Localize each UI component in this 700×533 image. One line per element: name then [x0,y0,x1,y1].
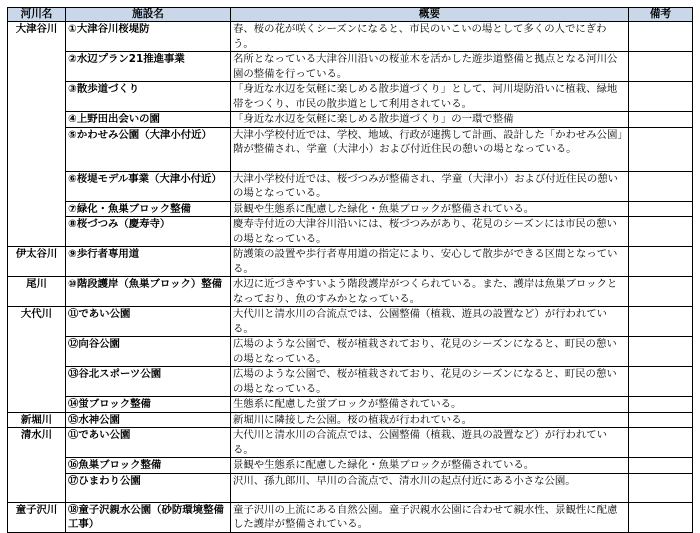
river-name-cell: 尾川 [8,277,66,307]
table-row [8,458,693,474]
notes-cell [629,337,693,367]
notes-cell [629,412,693,428]
table-body [8,22,693,533]
overview-cell: 春、桜の花が咲くシーズンになると、市民のいこいの場として多くの人でにぎわう。 [231,22,629,52]
facility-name-cell [66,428,231,458]
facility-number: ⑨ [68,248,77,260]
table-row [8,52,693,82]
facility-name-cell [66,397,231,413]
notes-cell [629,307,693,337]
facility-name: かわせみ公園（大津小付近） [76,128,212,141]
table-row [8,367,693,397]
facility-name: 階段護岸（魚巣ブロック）整備 [76,278,223,290]
overview-cell: 水辺に近づきやすいよう階段護岸がつくられている。また、護岸は魚巣ブロックとなっており、魚のすみかとなっている。 [231,277,629,307]
notes-cell [629,171,693,201]
table-row [8,337,693,367]
facility-number: ③ [68,83,77,95]
overview-cell: 防護策の設置や歩行者専用道の指定により、安心して散歩ができる区間となっている。 [231,247,629,277]
facility-name: ひまわり公園 [78,474,141,487]
header-notes: 備考 [629,8,693,22]
overview-cell: 名所となっている大津谷川沿いの桜並木を活かした遊歩道整備と拠点となる河川公園の整備を行っている。 [231,52,629,82]
facility-number: ⑱ [68,503,79,516]
overview-cell: 景観や生態系に配慮した緑化・魚巣ブロックが整備されている。 [231,458,629,474]
facility-number: ⑪ [68,429,79,441]
table-row [8,201,693,217]
river-name-cell: 清水川 [8,428,66,503]
facility-name-cell [66,127,231,171]
overview-cell: 「身近な水辺を気軽に楽しめる散歩道づくり」の一環で整備 [231,112,629,128]
facility-name-cell [66,217,231,247]
header-facility-name: 施設名 [66,8,231,22]
overview-cell: 広場のような公園で、桜が植栽されており、花見のシーズンになると、町民の憩いの場となっている。 [231,367,629,397]
notes-cell [629,52,693,82]
facility-number: ④ [68,113,77,125]
facility-number: ⑥ [68,172,77,185]
facility-name-cell [66,171,231,201]
facility-name-cell [66,52,231,82]
river-name-cell: 大代川 [8,307,66,413]
facility-name: 散歩道づくり [76,83,140,95]
facility-number: ⑬ [68,368,79,380]
table-row [8,127,693,171]
facility-name-cell [66,337,231,367]
notes-cell [629,217,693,247]
facility-name: であい公園 [78,429,131,441]
facility-name: 童子沢親水公園（砂防環境整備工事） [68,503,224,530]
facility-name-cell [66,367,231,397]
notes-cell [629,201,693,217]
table-row [8,307,693,337]
facility-number: ⑫ [68,338,79,350]
facility-name: 魚巣ブロック整備 [78,459,162,471]
facility-name-cell [66,201,231,217]
facility-name: 歩行者専用道 [76,248,140,260]
table-header-row [8,8,693,22]
overview-cell: 「身近な水辺を気軽に楽しめる散歩道づくり」として、河川堤防沿いに植栽、緑地帯をつくり、市民の散歩道として利用されている。 [231,82,629,112]
overview-cell: 広場のような公園で、桜が植栽されており、花見のシーズンになると、町民の憩いの場となっている。 [231,337,629,367]
notes-cell [629,502,693,532]
river-name-cell: 新堀川 [8,412,66,428]
table-row [8,277,693,307]
notes-cell [629,127,693,171]
river-name-cell: 童子沢川 [8,502,66,532]
overview-cell: 大津小学校付近では、桜づつみが整備され、学童（大津小）および付近住民の憩いの場となっている。 [231,171,629,201]
overview-cell: 景観や生態系に配慮した緑化・魚巣ブロックが整備されている。 [231,201,629,217]
facility-name-cell [66,82,231,112]
facility-number: ⑩ [68,278,77,290]
overview-cell: 童子沢川の上流にある自然公園。童子沢親水公園に合わせて親水性、景観性に配慮した護岸が整備されている。 [231,502,629,532]
table-row [8,112,693,128]
facility-number: ⑭ [68,398,79,410]
notes-cell [629,82,693,112]
facility-name-cell [66,247,231,277]
notes-cell [629,428,693,458]
facility-name-cell [66,112,231,128]
overview-cell: 大代川と清水川の合流点では、公園整備（植栽、遊具の設置など）が行われている。 [231,428,629,458]
facility-name-cell [66,502,231,532]
facility-name: 水辺プラン21推進事業 [76,53,185,65]
river-name-cell: 伊太谷川 [8,247,66,277]
overview-cell: 新堀川に隣接した公園。桜の植栽が行われている。 [231,412,629,428]
facility-name: 上野田出会いの園 [76,113,160,125]
facility-name-cell [66,277,231,307]
facility-name: 大津谷川桜堤防 [76,23,150,35]
table-row [8,22,693,52]
facility-number: ⑮ [68,413,79,426]
notes-cell [629,458,693,474]
facility-name-cell [66,412,231,428]
table-row [8,247,693,277]
facility-name: であい公園 [78,308,131,320]
overview-cell: 大津小学校付近では、学校、地域、行政が連携して計画、設計した「かわせみ公園」階が整備され、学童（大津小）および付近住民の憩いの場となっている。 [231,127,629,171]
facility-name-cell [66,22,231,52]
notes-cell [629,22,693,52]
notes-cell [629,112,693,128]
facility-number: ⑤ [68,128,77,141]
facility-name-cell [66,307,231,337]
header-overview: 概要 [231,8,629,22]
facility-name: 向谷公園 [78,338,120,350]
facility-number: ⑪ [68,308,79,320]
facility-name-cell [66,473,231,502]
table-row [8,428,693,458]
facility-number: ⑧ [68,218,77,230]
table-row [8,502,693,532]
notes-cell [629,473,693,502]
table-row [8,473,693,502]
facility-name-cell [66,458,231,474]
facility-number: ② [68,53,77,65]
table-row [8,171,693,201]
facility-name: 水神公園 [78,413,120,426]
facility-number: ⑯ [68,459,79,471]
table-row [8,397,693,413]
overview-cell: 大代川と清水川の合流点では、公園整備（植栽、遊具の設置など）が行われている。 [231,307,629,337]
facility-number: ⑰ [68,474,79,487]
notes-cell [629,277,693,307]
facility-number: ① [68,23,77,35]
facility-number: ⑦ [68,202,77,215]
table-row [8,82,693,112]
facility-name: 桜づつみ（慶寿寺） [76,218,171,230]
header-river-name: 河川名 [8,8,66,22]
river-name-cell: 大津谷川 [8,22,66,247]
overview-cell: 沢川、孫九郎川、早川の合流点で、清水川の起点付近にある小さな公園。 [231,473,629,502]
notes-cell [629,397,693,413]
facilities-table [7,7,693,533]
notes-cell [629,247,693,277]
facility-name: 緑化・魚巣ブロック整備 [76,202,191,215]
overview-cell: 生態系に配慮した蛍ブロックが整備されている。 [231,397,629,413]
overview-cell: 慶寿寺付近の大津谷川沿いには、桜づつみがあり、花見のシーズンには市民の憩いの場となっている。 [231,217,629,247]
table-row [8,217,693,247]
facility-name: 蛍ブロック整備 [78,398,151,410]
facility-name: 桜堤モデル事業（大津小付近） [76,172,222,185]
facility-name: 谷北スポーツ公園 [78,368,162,380]
table-row [8,412,693,428]
notes-cell [629,367,693,397]
